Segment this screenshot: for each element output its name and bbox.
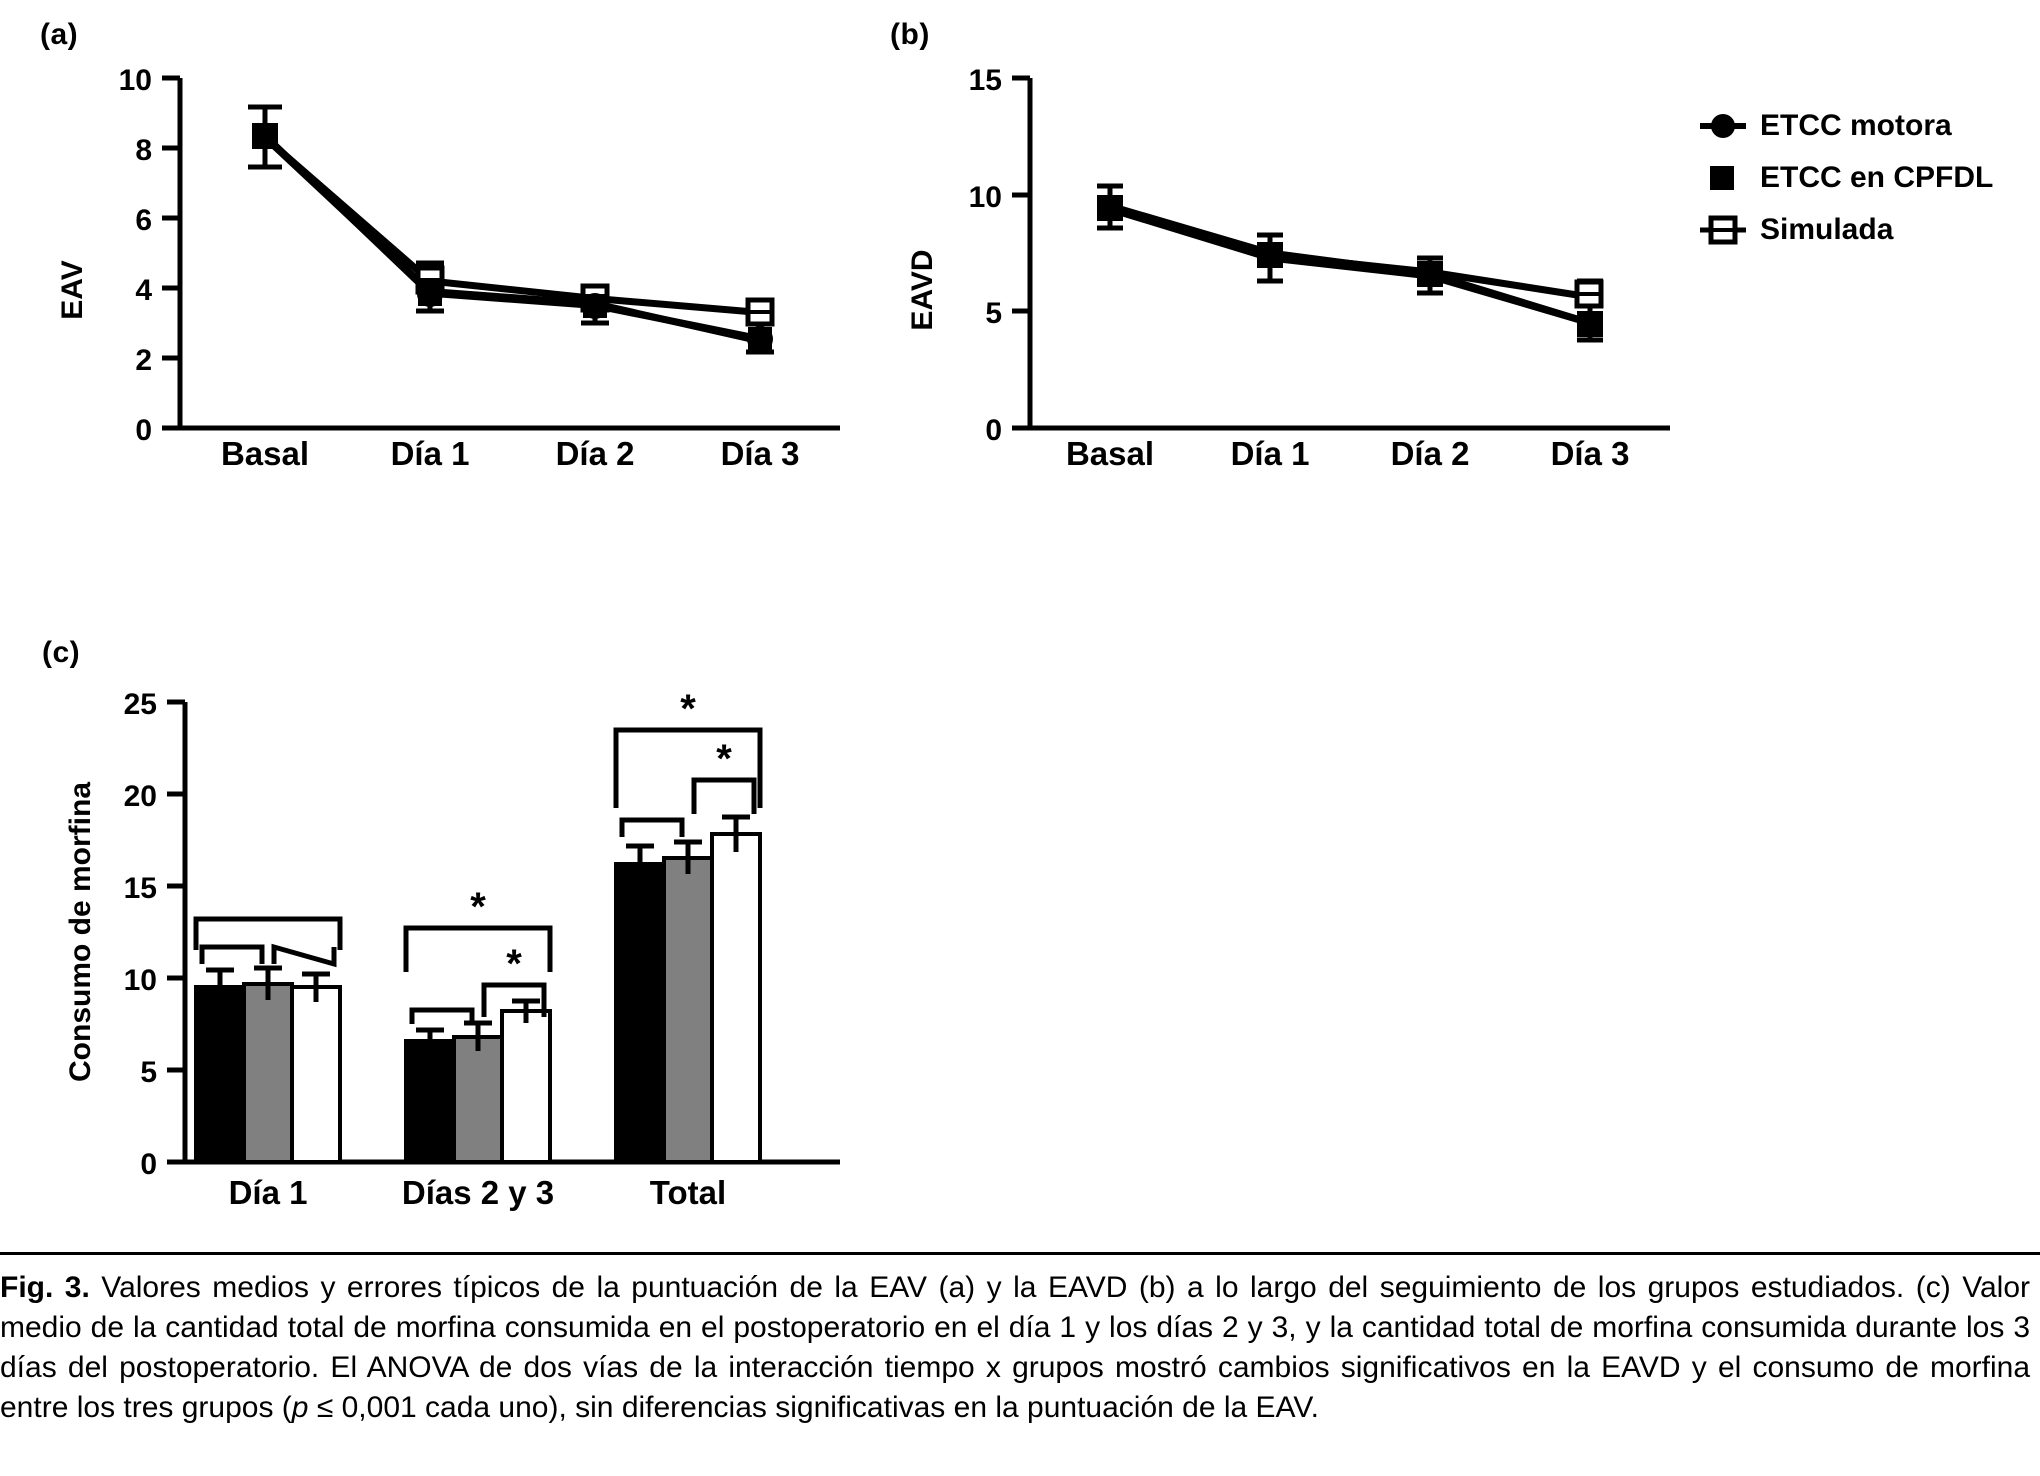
panel-a-xtick-1: Día 1 bbox=[390, 435, 470, 470]
panel-b-xtick-1: Día 1 bbox=[1230, 435, 1310, 470]
panel-a-ytick-0: 0 bbox=[135, 414, 152, 447]
panel-b-ytick-0: 0 bbox=[985, 414, 1002, 447]
panel-b-chart bbox=[880, 50, 1680, 470]
caption-label: Fig. 3. bbox=[0, 1271, 90, 1304]
panel-b-y-axis-label: EAVD bbox=[906, 249, 939, 331]
panel-c-ytick-20: 20 bbox=[123, 780, 157, 813]
caption-italic-p: p bbox=[291, 1390, 309, 1424]
panel-b-xtick-0: Basal bbox=[1065, 435, 1155, 470]
panel-c-ytick-25: 25 bbox=[123, 688, 157, 721]
legend-item-2 bbox=[1700, 204, 2030, 256]
panel-a-xtick-3: Día 3 bbox=[720, 435, 800, 470]
panel-c-ytick-10: 10 bbox=[123, 964, 157, 997]
legend-label-2: Simulada bbox=[1760, 213, 1894, 246]
caption-text-2: ≤ 0,001 cada uno), sin diferencias significativas en la puntuación de la EAV. bbox=[308, 1390, 1319, 1424]
panel-c-star-dias23-a: * bbox=[470, 885, 486, 929]
panel-c-star-total-b: * bbox=[716, 737, 732, 781]
panel-a-xtick-0: Basal bbox=[220, 435, 310, 470]
panel-c-group-dia1 bbox=[196, 968, 340, 1162]
legend-item-1 bbox=[1700, 152, 2030, 204]
panel-a-markers bbox=[252, 123, 773, 352]
legend-label-0: ETCC motora bbox=[1760, 109, 1952, 142]
panel-a-chart bbox=[30, 50, 860, 470]
panel-c-ytick-15: 15 bbox=[123, 872, 157, 905]
figure-caption bbox=[0, 1268, 2030, 1428]
panel-c-group-dias23 bbox=[406, 1001, 550, 1162]
panel-c-xtick-2: Total bbox=[649, 1174, 727, 1211]
open-square-icon bbox=[1700, 215, 1746, 245]
legend-label-1: ETCC en CPFDL bbox=[1760, 161, 1994, 194]
panel-c-chart bbox=[30, 672, 860, 1232]
panel-c-xtick-0: Día 1 bbox=[228, 1174, 308, 1211]
panel-b-tag: (b) bbox=[890, 18, 930, 51]
panel-c-y-axis-label: Consumo de morfina bbox=[64, 781, 97, 1083]
panel-a-tag: (a) bbox=[40, 18, 79, 51]
panel-a-xtick-2: Día 2 bbox=[555, 435, 635, 470]
filled-circle-icon bbox=[1700, 111, 1746, 141]
panel-a-ytick-2: 2 bbox=[135, 344, 152, 377]
panel-a-ytick-8: 8 bbox=[135, 134, 152, 167]
panel-b-ytick-15: 15 bbox=[968, 64, 1002, 97]
panel-b-xtick-3: Día 3 bbox=[1550, 435, 1630, 470]
panel-a bbox=[40, 18, 78, 52]
panel-a-ytick-10: 10 bbox=[118, 64, 152, 97]
filled-square-icon bbox=[1700, 163, 1746, 193]
panel-b-ytick-10: 10 bbox=[968, 181, 1002, 214]
legend bbox=[1700, 100, 2030, 256]
panel-b-ytick-5: 5 bbox=[985, 297, 1002, 330]
panel-c bbox=[42, 636, 80, 670]
caption-text-1: Valores medios y errores típicos de la puntuación de la EAV (a) y la EAVD (b) a lo largo del seguimiento de los grupos estudiados. (c) Valor medio de la cantidad total de morfina consumida en el postoperatorio en el día 1 y los días 2 y 3, y la cantidad total de morfina consumida durante los 3 días del postoperatorio. El ANOVA de dos vías de la interacción tiempo x grupos mostró cambios significativos en la EAVD y el consumo de morfina entre los tres grupos ( bbox=[0, 1271, 2030, 1424]
panel-a-y-axis-label: EAV bbox=[56, 260, 89, 320]
panel-a-ytick-6: 6 bbox=[135, 204, 152, 237]
caption-divider bbox=[0, 1252, 2040, 1255]
panel-c-star-total-a: * bbox=[680, 687, 696, 731]
legend-item-0 bbox=[1700, 100, 2030, 152]
panel-c-ytick-0: 0 bbox=[140, 1148, 157, 1181]
panel-c-group-total bbox=[616, 817, 760, 1162]
panel-c-brackets-dia1 bbox=[196, 919, 340, 964]
panel-a-ytick-4: 4 bbox=[135, 274, 152, 307]
panel-b-xtick-2: Día 2 bbox=[1390, 435, 1470, 470]
panel-c-tag: (c) bbox=[42, 636, 81, 669]
panel-c-xtick-1: Días 2 y 3 bbox=[401, 1174, 555, 1211]
panel-c-star-dias23-b: * bbox=[506, 942, 522, 986]
panel-b bbox=[890, 18, 930, 52]
panel-c-ytick-5: 5 bbox=[140, 1056, 157, 1089]
